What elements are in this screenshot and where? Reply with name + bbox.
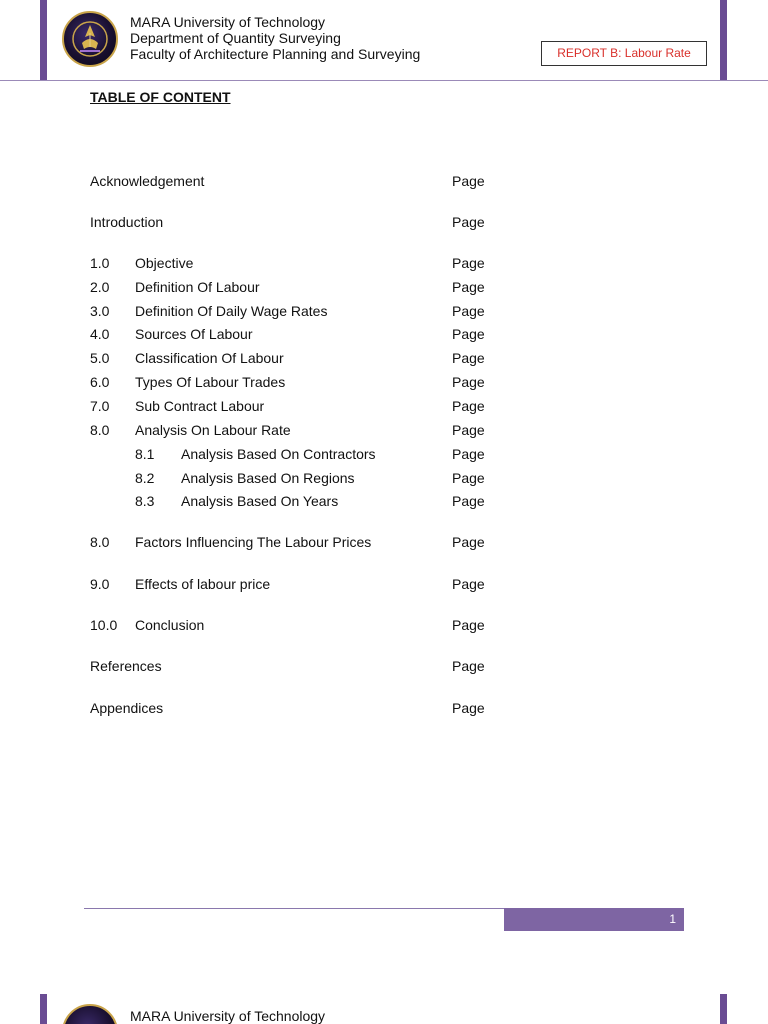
org-faculty: Faculty of Architecture Planning and Surveying: [130, 46, 421, 62]
toc-entry-definition-of-labour: [0, 278, 768, 296]
toc-entry-label: Analysis Based On Regions: [181, 470, 355, 486]
report-label: REPORT B: Labour Rate: [541, 41, 707, 66]
toc-entry-analysis-regions: [0, 469, 768, 487]
toc-entry-label: Appendices: [90, 700, 164, 716]
header-divider: [0, 80, 768, 81]
toc-entry-label: Classification Of Labour: [135, 350, 284, 366]
toc-entry-page: Page: [452, 470, 485, 486]
toc-entry-label: References: [90, 658, 162, 674]
toc-entry-analysis-contractors: [0, 445, 768, 463]
toc-entry-number: 6.0: [90, 374, 110, 390]
toc-entry-classification: [0, 349, 768, 367]
toc-entry-number: 2.0: [90, 279, 110, 295]
toc-entry-page: Page: [452, 214, 485, 230]
toc-entry-appendices: [0, 699, 768, 717]
toc-entry-page: Page: [452, 398, 485, 414]
toc-entry-page: Page: [452, 576, 485, 592]
toc-entry-factors: [0, 533, 768, 551]
org-department: Department of Quantity Surveying: [130, 30, 341, 46]
toc-entry-label: Objective: [135, 255, 194, 271]
toc-entry-page: Page: [452, 350, 485, 366]
toc-entry-page: Page: [452, 279, 485, 295]
toc-entry-number: 5.0: [90, 350, 110, 366]
toc-entry-number: 4.0: [90, 326, 110, 342]
toc-entry-page: Page: [452, 446, 485, 462]
org-university: MARA University of Technology: [130, 14, 326, 30]
toc-entry-page: Page: [452, 303, 485, 319]
toc-entry-number: 7.0: [90, 398, 110, 414]
toc-entry-label: Conclusion: [135, 617, 205, 633]
toc-entry-number: 1.0: [90, 255, 110, 271]
toc-entry-page: Page: [452, 374, 485, 390]
next-page-right-accent-bar: [720, 994, 727, 1024]
toc-entry-introduction: [0, 213, 768, 231]
toc-entry-number: 8.0: [90, 534, 110, 550]
toc-entry-page: Page: [452, 658, 485, 674]
toc-entry-label: Definition Of Labour: [135, 279, 260, 295]
toc-entry-sub-contract: [0, 397, 768, 415]
toc-entry-label: Analysis On Labour Rate: [135, 422, 291, 438]
toc-entry-number: 10.0: [90, 617, 118, 633]
next-page-left-accent-bar: [40, 994, 47, 1024]
toc-entry-page: Page: [452, 255, 485, 271]
toc-entry-label: Effects of labour price: [135, 576, 271, 592]
toc-entry-acknowledgement: [0, 172, 768, 190]
right-accent-bar: [720, 0, 727, 80]
toc-entry-page: Page: [452, 617, 485, 633]
toc-entry-page: Page: [452, 534, 485, 550]
toc-entry-label: Types Of Labour Trades: [135, 374, 286, 390]
toc-entry-daily-wage-rates: [0, 302, 768, 320]
toc-entry-label: Acknowledgement: [90, 173, 205, 189]
toc-entry-number: 8.2: [135, 470, 155, 486]
toc-entry-number: 8.3: [135, 493, 155, 509]
toc-entry-number: 9.0: [90, 576, 110, 592]
toc-entry-sources-of-labour: [0, 325, 768, 343]
toc-entry-labour-trades: [0, 373, 768, 391]
toc-entry-number: 8.0: [90, 422, 110, 438]
university-crest-icon: [62, 11, 118, 67]
toc-entry-page: Page: [452, 173, 485, 189]
toc-entry-page: Page: [452, 700, 485, 716]
next-page-org-university: MARA University of Technology: [130, 1008, 326, 1024]
page-number-tab: [504, 908, 684, 931]
toc-entry-label: Sources Of Labour: [135, 326, 253, 342]
toc-entry-number: 8.1: [135, 446, 155, 462]
toc-entry-page: Page: [452, 326, 485, 342]
left-accent-bar: [40, 0, 47, 80]
toc-entry-analysis-years: [0, 492, 768, 510]
toc-entry-conclusion: [0, 616, 768, 634]
toc-entry-analysis: [0, 421, 768, 439]
toc-entry-label: Analysis Based On Contractors: [181, 446, 376, 462]
toc-entry-effects: [0, 575, 768, 593]
toc-entry-objective: [0, 254, 768, 272]
toc-entry-label: Definition Of Daily Wage Rates: [135, 303, 328, 319]
toc-entry-number: 3.0: [90, 303, 110, 319]
university-crest-icon: [62, 1004, 118, 1024]
page-number: 1: [669, 912, 676, 926]
toc-entry-references: [0, 657, 768, 675]
toc-heading: TABLE OF CONTENT: [90, 89, 231, 105]
toc-entry-label: Factors Influencing The Labour Prices: [135, 534, 372, 550]
toc-entry-page: Page: [452, 493, 485, 509]
toc-entry-label: Analysis Based On Years: [181, 493, 339, 509]
toc-entry-label: Introduction: [90, 214, 164, 230]
toc-entry-label: Sub Contract Labour: [135, 398, 265, 414]
toc-entry-page: Page: [452, 422, 485, 438]
